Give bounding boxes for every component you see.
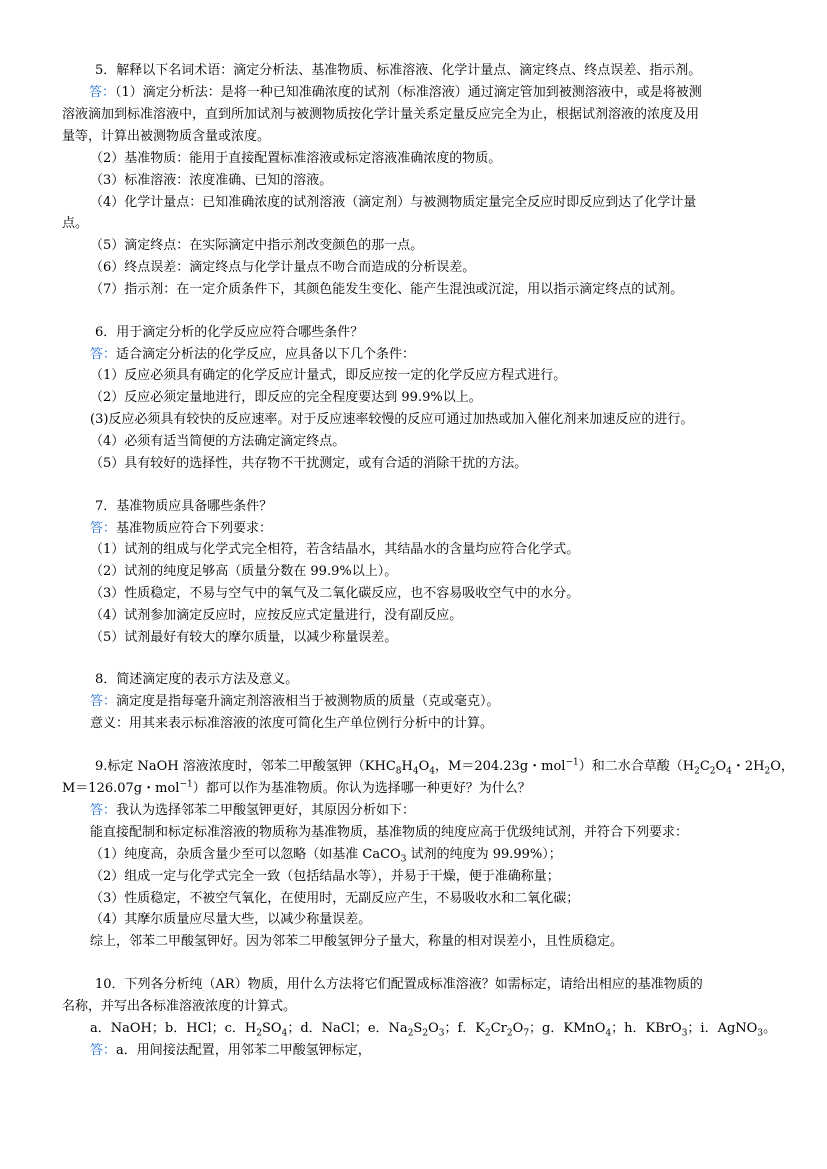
q6-answer: 答：适合滴定分析法的化学反应，应具备以下几个条件： bbox=[90, 347, 416, 362]
q7-item-1: （1）试剂的组成与化学式完全相符，若含结晶水，其结晶水的含量均应符合化学式。 bbox=[90, 542, 580, 557]
q5-item-5: （5）滴定终点：在实际滴定中指示剂改变颜色的那一点。 bbox=[90, 238, 424, 253]
q7-item-3: （3）性质稳定，不易与空气中的氧气及二氧化碳反应，也不容易吸收空气中的水分。 bbox=[90, 586, 580, 601]
q6-item-5: （5）具有较好的选择性，共存物不干扰测定，或有合适的消除干扰的方法。 bbox=[90, 456, 528, 471]
q6-title: 6．用于滴定分析的化学反应应符合哪些条件？ bbox=[95, 325, 364, 340]
q10-substances: a．NaOH；b．HCl；c．$H_2SO_4$；d．NaCl；e．$Na_2S_2O_3$；f．$K_2Cr_2O_7$；g．KMnO$_4$；h．KBrO$_3$；i．AgNO$_3$。 bbox=[90, 1021, 777, 1039]
q9-title-line-1: 9.标定 NaOH 溶液浓度时，邻苯二甲酸氢钾（$KHC_8H_4O_4$，M＝204.23g・mol$^{-1}$）和二水合草酸（$H_2C_2O_4$・$2H_2O$， bbox=[95, 757, 794, 777]
q9-explanation: 能直接配制和标定标准溶液的物质称为基准物质，基准物质的纯度应高于优级纯试剂，并符合下列要求： bbox=[90, 825, 689, 840]
q7-answer: 答：基准物质应符合下列要求： bbox=[90, 521, 273, 536]
answer-label: 答： bbox=[90, 694, 117, 709]
q5-answer-line-3: 量等，计算出被测物质含量或浓度。 bbox=[62, 129, 271, 144]
q9-title-line-2: M＝126.07g・mol$^{-1}$）都可以作为基准物质。你认为选择哪一种更好？为什么？ bbox=[62, 779, 531, 796]
q8-answer: 答：滴定度是指每毫升滴定剂溶液相当于被测物质的质量（克或毫克）。 bbox=[90, 694, 500, 709]
q9-item-3: （3）性质稳定，不被空气氧化，在使用时，无副反应产生，不易吸收水和二氧化碳； bbox=[90, 891, 580, 906]
q8-title: 8．简述滴定度的表示方法及意义。 bbox=[95, 672, 299, 687]
q5-answer-line-1: 答：（1）滴定分析法：是将一种已知准确浓度的试剂（标准溶液）通过滴定管加到被测溶液中，或是将被测 bbox=[89, 85, 702, 100]
q9-item-2: （2）组成一定与化学式完全一致（包括结晶水等），并易于干燥，便于准确称量； bbox=[90, 869, 560, 884]
q5-item-3: （3）标准溶液：浓度准确、已知的溶液。 bbox=[90, 173, 333, 188]
q7-item-5: （5）试剂最好有较大的摩尔质量，以减少称量误差。 bbox=[90, 630, 398, 645]
q9-summary: 综上，邻苯二甲酸氢钾好。因为邻苯二甲酸氢钾分子量大，称量的相对误差小，且性质稳定。 bbox=[90, 934, 624, 949]
answer-label: 答： bbox=[90, 1043, 117, 1058]
q5-title: 5．解释以下名词术语：滴定分析法、基准物质、标准溶液、化学计量点、滴定终点、终点误差、指示剂。 bbox=[95, 63, 702, 78]
q9-item-4: （4）其摩尔质量应尽量大些，以减少称量误差。 bbox=[90, 912, 372, 927]
q7-item-4: （4）试剂参加滴定反应时，应按反应式定量进行，没有副反应。 bbox=[90, 608, 463, 623]
q6-item-2: （2）反应必须定量地进行，即反应的完全程度要达到 99.9%以上。 bbox=[90, 390, 482, 405]
q6-item-3: (3)反应必须具有较快的反应速率。对于反应速率较慢的反应可通过加热或加入催化剂来加速反应的进行。 bbox=[90, 412, 694, 427]
q5-answer-line-2: 溶液滴加到标准溶液中，直到所加试剂与被测物质按化学计量关系定量反应完全为止，根据试剂溶液的浓度及用 bbox=[62, 107, 700, 122]
q5-item-4-line-2: 点。 bbox=[62, 216, 89, 231]
q8-meaning: 意义：用其来表示标准溶液的浓度可简化生产单位例行分析中的计算。 bbox=[90, 716, 494, 731]
q5-item-4-line-1: （4）化学计量点：已知准确浓度的试剂溶液（滴定剂）与被测物质定量完全反应时即反应到达了化学计量 bbox=[90, 195, 697, 210]
q6-item-4: （4）必须有适当简便的方法确定滴定终点。 bbox=[90, 434, 346, 449]
q7-title: 7．基准物质应具备哪些条件？ bbox=[95, 499, 273, 514]
q7-item-2: （2）试剂的纯度足够高（质量分数在 99.9%以上）。 bbox=[90, 564, 398, 579]
answer-label: 答： bbox=[90, 803, 117, 818]
q9-item-1: （1）纯度高，杂质含量少至可以忽略（如基准 CaCO$_3$ 试剂的纯度为 99.99%）； bbox=[90, 847, 562, 865]
q10-answer: 答：a．用间接法配置，用邻苯二甲酸氢钾标定， bbox=[90, 1043, 371, 1058]
answer-label: 答： bbox=[90, 521, 117, 536]
q9-answer: 答：我认为选择邻苯二甲酸氢钾更好，其原因分析如下： bbox=[90, 803, 416, 818]
q10-title-line-2: 名称，并写出各标准溶液浓度的计算式。 bbox=[62, 999, 297, 1014]
q10-title-line-1: 10．下列各分析纯（AR）物质，用什么方法将它们配置成标准溶液？如需标定，请给出相应的基准物质的 bbox=[95, 977, 703, 992]
q5-item-2: （2）基准物质：能用于直接配置标准溶液或标定溶液准确浓度的物质。 bbox=[90, 151, 502, 166]
answer-label: 答： bbox=[89, 85, 116, 100]
answer-label: 答： bbox=[90, 347, 117, 362]
q6-item-1: （1）反应必须具有确定的化学反应计量式，即反应按一定的化学反应方程式进行。 bbox=[90, 368, 567, 383]
q5-item-7: （7）指示剂：在一定介质条件下，其颜色能发生变化、能产生混浊或沉淀，用以指示滴定终点的试剂。 bbox=[90, 282, 684, 297]
q5-item-6: （6）终点误差：滴定终点与化学计量点不吻合而造成的分析误差。 bbox=[90, 260, 476, 275]
